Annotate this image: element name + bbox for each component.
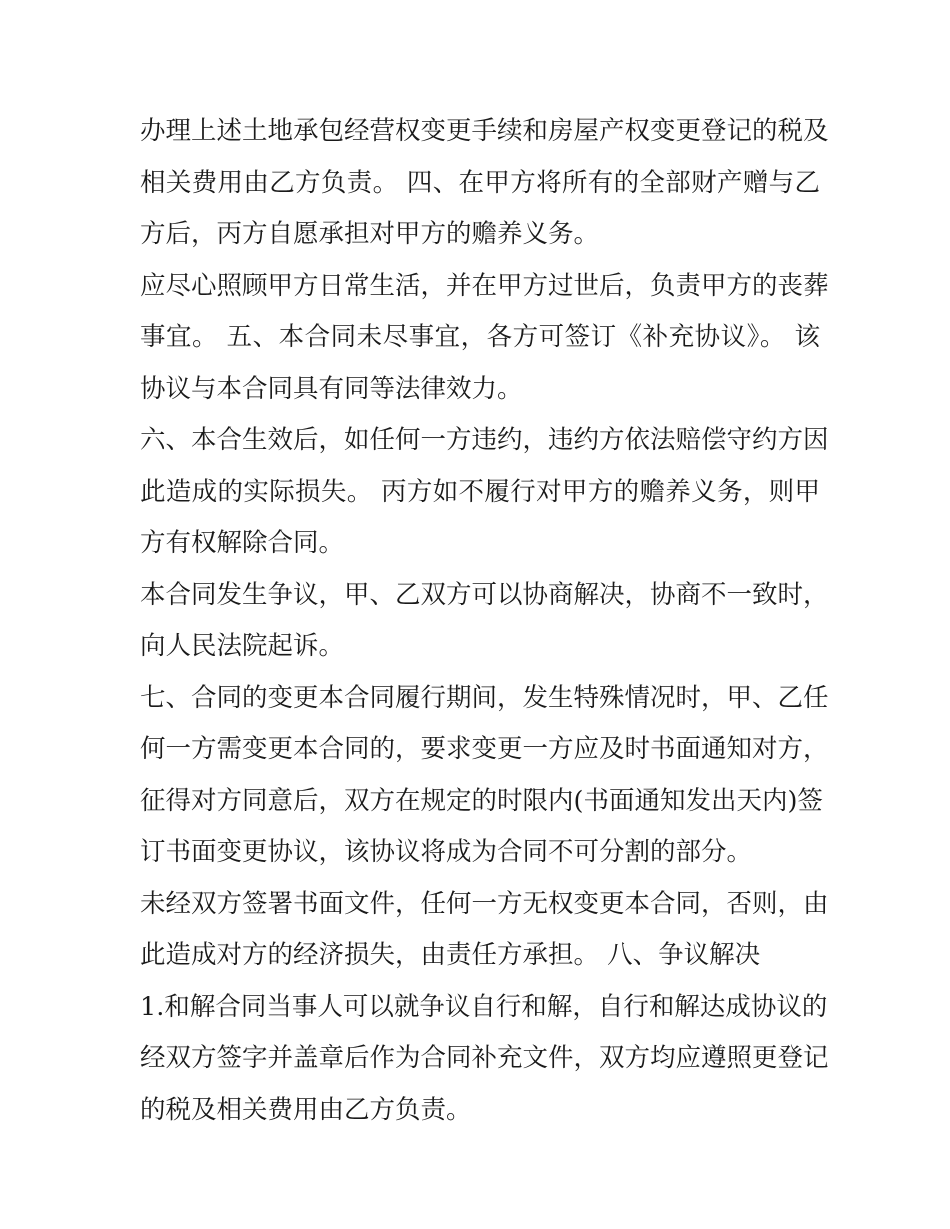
text-line-19: 经双方签字并盖章后作为合同补充文件，双方均应遵照更登记 <box>140 1043 829 1073</box>
text-line-20: 的税及相关费用由乙方负责。 <box>140 1094 472 1125</box>
text-line-11: 向人民法院起诉。 <box>140 631 345 661</box>
text-line-7: 六、本合生效后，如任何一方违约，违约方依法赔偿守约方因 <box>140 425 829 455</box>
text-line-15: 订书面变更协议，该协议将成为合同不可分割的部分。 <box>140 837 753 867</box>
text-line-13: 何一方需变更本合同的，要求变更一方应及时书面通知对方， <box>140 734 829 764</box>
text-line-8: 此造成的实际损失。 丙方如不履行对甲方的赡养义务，则甲 <box>140 476 820 507</box>
text-line-18: 1.和解合同当事人可以就争议自行和解，自行和解达成协议的 <box>140 991 828 1022</box>
text-line-5: 事宜。 五、本合同未尽事宜，各方可签订《补充协议》。 该 <box>140 322 820 352</box>
text-line-4: 应尽心照顾甲方日常生活，并在甲方过世后，负责甲方的丧葬 <box>140 270 829 301</box>
text-line-10: 本合同发生争议，甲、乙双方可以协商解决，协商不一致时， <box>140 579 829 610</box>
text-line-16: 未经双方签署书面文件，任何一方无权变更本合同，否则，由 <box>140 888 829 919</box>
text-line-2: 相关费用由乙方负责。 四、在甲方将所有的全部财产赠与乙 <box>140 167 820 198</box>
document-body <box>140 106 829 1136</box>
text-line-1: 办理上述土地承包经营权变更手续和房屋产权变更登记的税及 <box>140 116 829 146</box>
text-line-9: 方有权解除合同。 <box>140 528 345 558</box>
text-line-6: 协议与本合同具有同等法律效力。 <box>140 373 523 404</box>
text-line-14: 征得对方同意后，双方在规定的时限内(书面通知发出天内)签 <box>140 785 823 816</box>
text-line-12: 七、合同的变更本合同履行期间，发生特殊情况时，甲、乙任 <box>140 682 829 713</box>
text-line-3: 方后，丙方自愿承担对甲方的赡养义务。 <box>140 219 600 249</box>
text-line-17: 此造成对方的经济损失，由责任方承担。 八、争议解决 <box>140 940 761 970</box>
